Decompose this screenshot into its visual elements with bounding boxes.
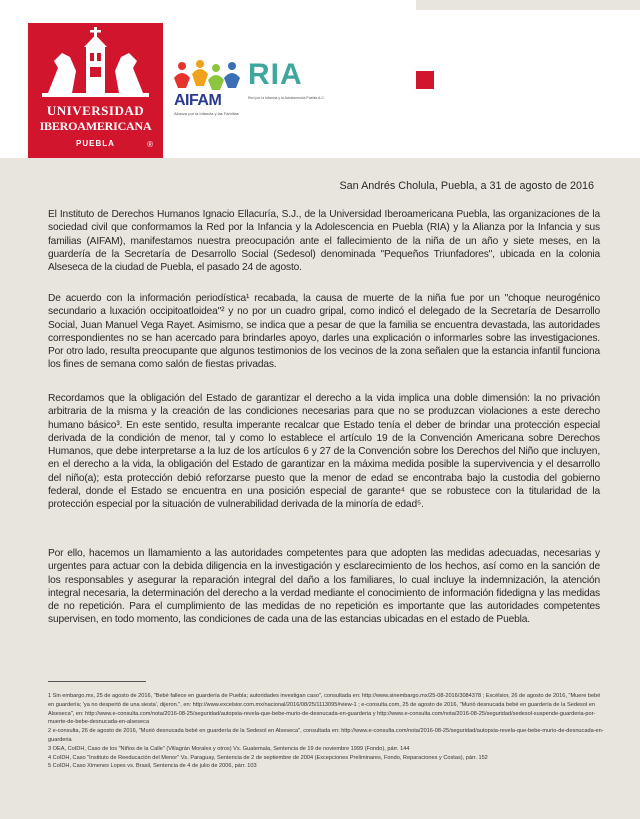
paragraph-facts: De acuerdo con la información periodística¹ recabada, la causa de muerte de la niña fue por un "choque neurogénico secundario a luxación occipitoatloidea"² y no por un cuadro gripal, como indicó el delegado de la Secretaría de Desarrollo Social, Juan Manuel Vega Rayet. Asimismo, se indica que a pesar de que la familia se encuentra devastada, las autoridades correspondientes no se han acercado para brindarles apoyo, darles una explicación o informarles sobre las investigaciones. Por otro lado, resulta preocupante que algunos testimonios de los vecinos de la zona señalen que la estancia infantil funciona los fines de semana como salón de fiestas privadas. xyxy=(48,293,600,371)
ria-logo xyxy=(246,58,328,120)
paragraph-legal: Recordamos que la obligación del Estado de garantizar el derecho a la vida implica una doble dimensión: la no privación arbitraria de la misma y la creación de las condiciones necesarias para que no se produzcan violaciones a este derecho humano básico³. En este sentido, resulta imperante recalcar que Estado tenía el deber de brindar una protección especial derivada de la condición de menor, tal y como lo establece el artículo 19 de la Convención Americana sobre Derechos Humanos, que debe interpretarse a la luz de los artículos 6 y 27 de la Convención sobre los Derechos del Niño que incluyen, en el derecho a la vida, la obligación del Estado de garantizar en la máxima medida posible la supervivencia y el desarrollo del niño(a); esta protección debió reforzarse puesto que la menor de edad se encontraba bajo la custodia del gobierno federal, donde el Estado se encuentra en una posición especial de garante⁴ que se robustece con la titularidad de la protección especial por la situación de vulnerabilidad derivada de la minoría de edad⁵. xyxy=(48,393,600,511)
ria-subtitle: Red por la Infancia y la Adolescencia Puebla A.C. xyxy=(248,96,325,100)
footnote-5: 5 CoIDH, Caso Ximenes Lopes vs. Brasil, Sentencia de 4 de julio de 2006, párr. 103 xyxy=(48,763,257,770)
ria-name: RIA xyxy=(248,58,303,91)
coat-of-arms-icon xyxy=(28,23,163,103)
paragraph-intro: El Instituto de Derechos Humanos Ignacio Ellacuría, S.J., de la Universidad Iberoamericana Puebla, las organizaciones de la sociedad civil que conformamos la Red por la Infancia y la Adolescencia en Puebla (RIA) y la Alianza por la Infancia y sus familias (AIFAM), manifestamos nuestra preocupación ante el fallecimiento de la niña de un año y siete meses, en la guardería de la Secretaría de Desarrollo Social (Sedesol) denominada "Pequeños Triunfadores", ubicada en la colonia Alseseca de la ciudad de Puebla, el pasado 24 de agosto. xyxy=(48,209,600,274)
registered-mark: ® xyxy=(147,140,153,149)
footnote-divider xyxy=(48,681,146,682)
university-city: PUEBLA xyxy=(76,139,115,148)
aifam-logo xyxy=(170,58,248,120)
people-figures-icon xyxy=(170,58,248,92)
aifam-name: AIFAM xyxy=(174,92,222,109)
top-band xyxy=(416,0,640,10)
footnote-4: 4 CoIDH, Caso "Instituto de Reeducación del Menor" Vs. Paraguay, Sentencia de 2 de septiembre de 2004 (Excepciones Preliminares, Fondo, Reparaciones y Costas), párr. 152 xyxy=(48,754,488,761)
footnotes-list xyxy=(48,692,604,771)
footnote-2: 2 e-consulta, 26 de agosto de 2016, "Murió desnucada bebé en guardería de la Sedesol en Alseseca", consultada en: http://www.e-consulta.com/nota/2016-08-25/seguridad/autopsia-revela-que-bebe-murio-de-desnucada-en-guarderia xyxy=(48,728,604,743)
university-name-line2: IBEROAMERICANA xyxy=(39,119,152,133)
aifam-subtitle: Alianza por la Infancia y las Familias xyxy=(174,111,239,116)
date-line: San Andrés Cholula, Puebla, a 31 de agosto de 2016 xyxy=(339,180,594,192)
university-logo xyxy=(28,23,163,158)
footnote-3: 3 OEA, CoIDH, Caso de los "Niños de la Calle" (Villagrán Morales y otros) Vs. Guatemala, Sentencia de 19 de noviembre 1999 (Fondo), párr. 144 xyxy=(48,745,410,752)
footnote-1: 1 Sin embargo.mx, 25 de agosto de 2016, "Bebé fallece en guardería de Puebla; autoridades investigan caso", consultada en: http://www.sinembargo.mx/25-08-2016/3084378 ; Excélsior, 26 de agosto de 2016, "Muere bebé en guardería; 'ya no despertó de una siesta', dijeron.", en: http://www.excelsior.com.mx/nacional/2016/08/25/1113095#view-1 ; e-consulta.com, 25 de agosto de 2016, "Murió desnucada bebé en guardería de la Sedesol en Alseseca", en: http://www.e-consulta.com/nota/2016-08-25/seguridad/autopsia-revela-que-bebe-murio-de-desnucada-en-guarderia y http://www.e-consulta.com/nota/2016-08-25/seguridad/sedesol-suspende-guarderia-por-muerte-de-bebe-desnucada-en-alseseca xyxy=(48,693,601,726)
red-accent-square xyxy=(416,71,434,89)
university-name-line1: UNIVERSIDAD xyxy=(46,103,145,118)
letterhead xyxy=(0,0,640,158)
letter-body xyxy=(28,170,612,815)
paragraph-demands: Por ello, hacemos un llamamiento a las autoridades competentes para que adopten las medidas adecuadas, necesarias y urgentes para actuar con la debida diligencia en la investigación y esclarecimiento de los hechos, así como en la sanción de los responsables y asegurar la reparación integral del daño a los familiares, lo cual incluye la indemnización, la atención integral necesaria, la determinación del derecho a la verdad mediante el conocimiento de información fidedigna y las medidas de no repetición. Para el cumplimiento de las medidas de no repetición es importante que las autoridades competentes supervisen, en todo momento, las condiciones de cada una de las estancias ubicadas en el estado de Puebla. xyxy=(48,548,600,626)
